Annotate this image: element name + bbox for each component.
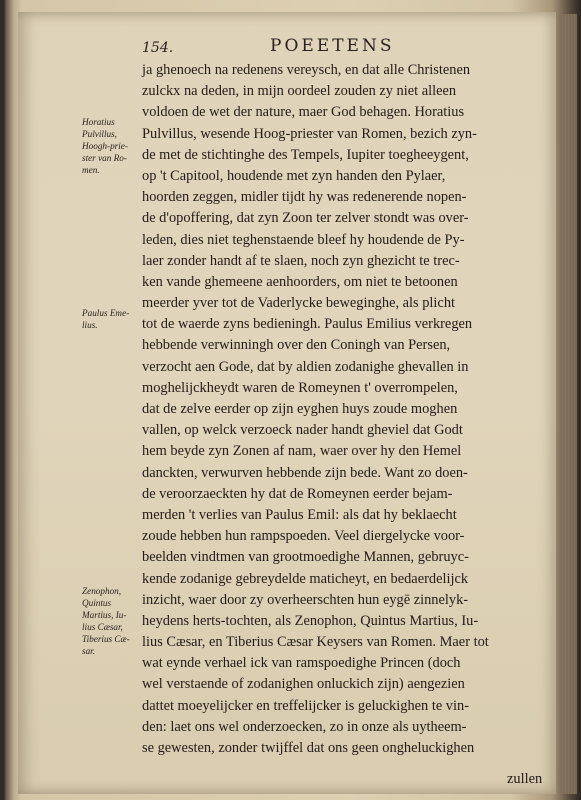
text-line: ja ghenoech na redenens vereysch, en dat alle Christenen	[142, 62, 471, 78]
margin-line: Tiberius Cæ-	[82, 634, 130, 644]
margin-line: Hoogh-prie-	[82, 141, 128, 151]
text-line: merden 't verlies van Paulus Emil: als dat hy beklaecht	[142, 506, 457, 523]
page-number: 154.	[142, 40, 174, 56]
text-line: zulckx na deden, in mijn oordeel zouden zy niet alleen	[142, 83, 457, 100]
margin-line: Quintus	[82, 598, 112, 608]
margin-line: men.	[82, 165, 100, 175]
margin-line: sar.	[82, 646, 96, 656]
text-line: dattet moeyelijcker en treffelijcker is geluckighen te vin-	[142, 697, 469, 714]
margin-note-paulus	[82, 307, 142, 331]
margin-note-horatius	[82, 116, 142, 176]
text-line: de veroorzaeckten hy dat de Romeynen eerder bejam-	[142, 485, 453, 502]
text-line: hoorden zeggen, midler tijdt hy was redenerende nopen-	[142, 189, 467, 206]
margin-line: Horatius	[82, 117, 115, 127]
text-line: laer zonder handt af te slaen, noch zyn ghezicht te trec-	[142, 252, 460, 269]
margin-line: lius.	[82, 320, 98, 330]
text-line: de met de stichtinghe des Tempels, Iupiter toegheeygent,	[142, 146, 469, 163]
text-line: inzicht, waer door zy overheerschten hun eygē zinnelyk-	[142, 591, 469, 608]
text-line: voldoen de wet der nature, maer God behagen. Horatius	[142, 104, 465, 121]
page-edges	[561, 14, 577, 794]
margin-line: ster van Ro-	[82, 153, 127, 163]
margin-line: lius Cæsar,	[82, 622, 123, 632]
text-line: Pulvillus, wesende Hoog-priester van Romen, bezich zyn-	[142, 125, 477, 142]
text-line: de d'opoffering, dat zyn Zoon ter zelver stondt was over-	[142, 210, 469, 227]
text-line: zoude hebben hun rampspoeden. Veel diergelycke voor-	[142, 528, 465, 545]
text-line: hem beyde zyn Zonen af nam, waer over hy den Hemel	[142, 443, 462, 460]
text-line: verzocht aen Gode, dat by aldien zodanighe ghevallen in	[142, 358, 469, 375]
text-line: lius Cæsar, en Tiberius Cæsar Keysers van Romen. Maer tot	[142, 634, 489, 651]
catchword: zullen	[507, 771, 543, 787]
text-line: se gewesten, zonder twijffel dat ons geen ongheluckighen	[142, 740, 475, 756]
body-text	[142, 60, 540, 759]
text-line: den: laet ons wel onderzoecken, zo in onze als uytheem-	[142, 718, 467, 735]
text-line: meerder yver tot de Vaderlycke beweginghe, als plicht	[142, 295, 456, 312]
margin-line: Pulvillus,	[82, 129, 117, 139]
margin-note-zenophon	[82, 585, 142, 657]
text-line: heydens herts-tochten, als Zenophon, Quintus Martius, Iu-	[142, 612, 479, 629]
running-head: POEETENS	[270, 36, 395, 56]
margin-line: Zenophon,	[82, 586, 122, 596]
text-line: beelden vindtmen van grootmoedighe Mannen, gebruyc-	[142, 549, 469, 566]
text-line: dat de zelve eerder op zijn eyghen huys zoude moghen	[142, 401, 458, 417]
margin-line: Paulus Eme-	[82, 308, 130, 318]
text-line: moghelijckheydt waren de Romeynen t' overrompelen,	[142, 379, 458, 396]
text-line: danckten, verwurven hebbende zijn bede. Want zo doen-	[142, 464, 468, 481]
text-line: leden, dies niet teghenstaende bleef hy houdende de Py-	[142, 231, 465, 248]
text-line: wat eynde verhael ick van ramspoedighe Princen (doch	[142, 655, 461, 672]
text-line: kende zodanige gebreydelde maticheyt, en bedaerdelijck	[142, 570, 469, 587]
text-line: hebbende verwinningh over den Coningh van Persen,	[142, 337, 451, 354]
text-line: ken vande ghemeene aenhoorders, om niet te betoonen	[142, 273, 458, 290]
text-line: vallen, op welck verzoeck nader handt gheviel dat Godt	[142, 422, 463, 439]
margin-line: Martius, Iu-	[82, 610, 127, 620]
text-line: op 't Capitool, houdende met zyn handen den Pylaer,	[142, 167, 446, 184]
text-line: wel verstaende of zodanighen onluckich zijn) aengezien	[142, 676, 465, 693]
text-line: tot de waerde zyns bedieningh. Paulus Emilius verkregen	[142, 316, 473, 333]
